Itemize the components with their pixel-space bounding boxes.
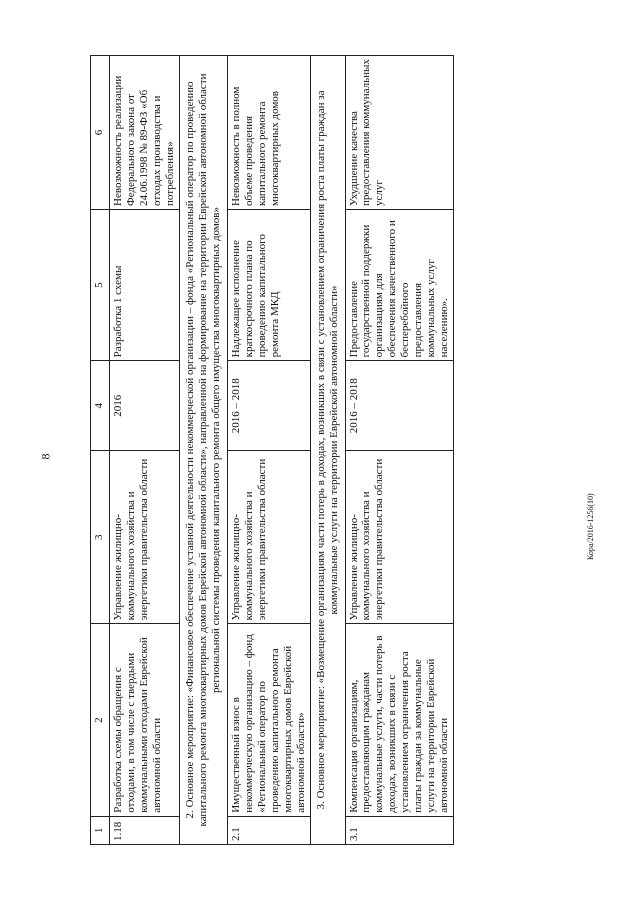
section-row [310,56,345,845]
table-header-row [91,56,110,845]
header-cell: 4 [91,361,110,451]
row-number: 1.18 [110,816,180,844]
program-table-sheet [90,55,575,845]
row-number: 2.1 [227,816,310,844]
measure-name: Компенсация организациям, предоставляющим гражданам коммунальные услуги, части потерь в доходах, возникших в связи с установлением ограничения роста платы граждан за коммунальные услуги на территории Еврейской автономной области [345,624,454,816]
table-row [345,56,454,845]
executor: Управление жилищно-коммунального хозяйства и энергетики правительства области [345,451,454,624]
consequence: Невозможность в полном объеме проведения капитального ремонта многоквартирных домов [227,56,310,210]
table-row [227,56,310,845]
measure-name: Имущественный взнос в некоммерческую организацию – фонд «Региональный оператор по проведению капитального ремонта многоквартирных домов Еврейской автономной области» [227,624,310,816]
header-cell: 3 [91,451,110,624]
period: 2016 – 2018 [345,361,454,451]
header-cell: 1 [91,816,110,844]
document-footer-code: Кора/2016-1256(10) [586,493,595,560]
executor: Управление жилищно-коммунального хозяйства и энергетики правительства области [227,451,310,624]
period: 2016 – 2018 [227,361,310,451]
section-row [179,56,227,845]
header-cell: 6 [91,56,110,210]
table-row [110,56,180,845]
period: 2016 [110,361,180,451]
header-cell: 5 [91,209,110,360]
program-table [90,55,454,845]
section-title: 2. Основное мероприятие: «Финансовое обеспечение уставной деятельности некоммерческой организации – фонда «Региональный оператор по проведению капитального ремонта многоквартирных домов Еврейской автономной области», направленной на формирование на территории Еврейской автономной области региональной системы проведения капитального ремонта общего имущества многоквартирных домов» [179,56,227,845]
expected-result: Предоставление государственной поддержки организациям для обеспечения качественного и бесперебойного предоставления коммунальных услуг населению». [345,209,454,360]
page-number: 8 [38,453,53,460]
row-number: 3.1 [345,816,454,844]
expected-result: Разработка 1 схемы [110,209,180,360]
header-cell: 2 [91,624,110,816]
consequence: Невозможность реализации Федерального закона от 24.06.1998 № 89-ФЗ «Об отходах производства и потребления» [110,56,180,210]
consequence: Ухудшение качества предоставления коммунальных услуг [345,56,454,210]
measure-name: Разработка схемы обращения с отходами, в том числе с твердыми коммунальными отходами Еврейской автономной области [110,624,180,816]
section-title: 3. Основное мероприятие: «Возмещение организациям части потерь в доходах, возникших в связи с установлением ограничения роста платы граждан за коммунальные услуги на территории Еврейской автономной области» [310,56,345,845]
executor: Управление жилищно-коммунального хозяйства и энергетики правительства области [110,451,180,624]
expected-result: Надлежащее исполнение краткосрочного плана по проведению капитального ремонта МКД [227,209,310,360]
